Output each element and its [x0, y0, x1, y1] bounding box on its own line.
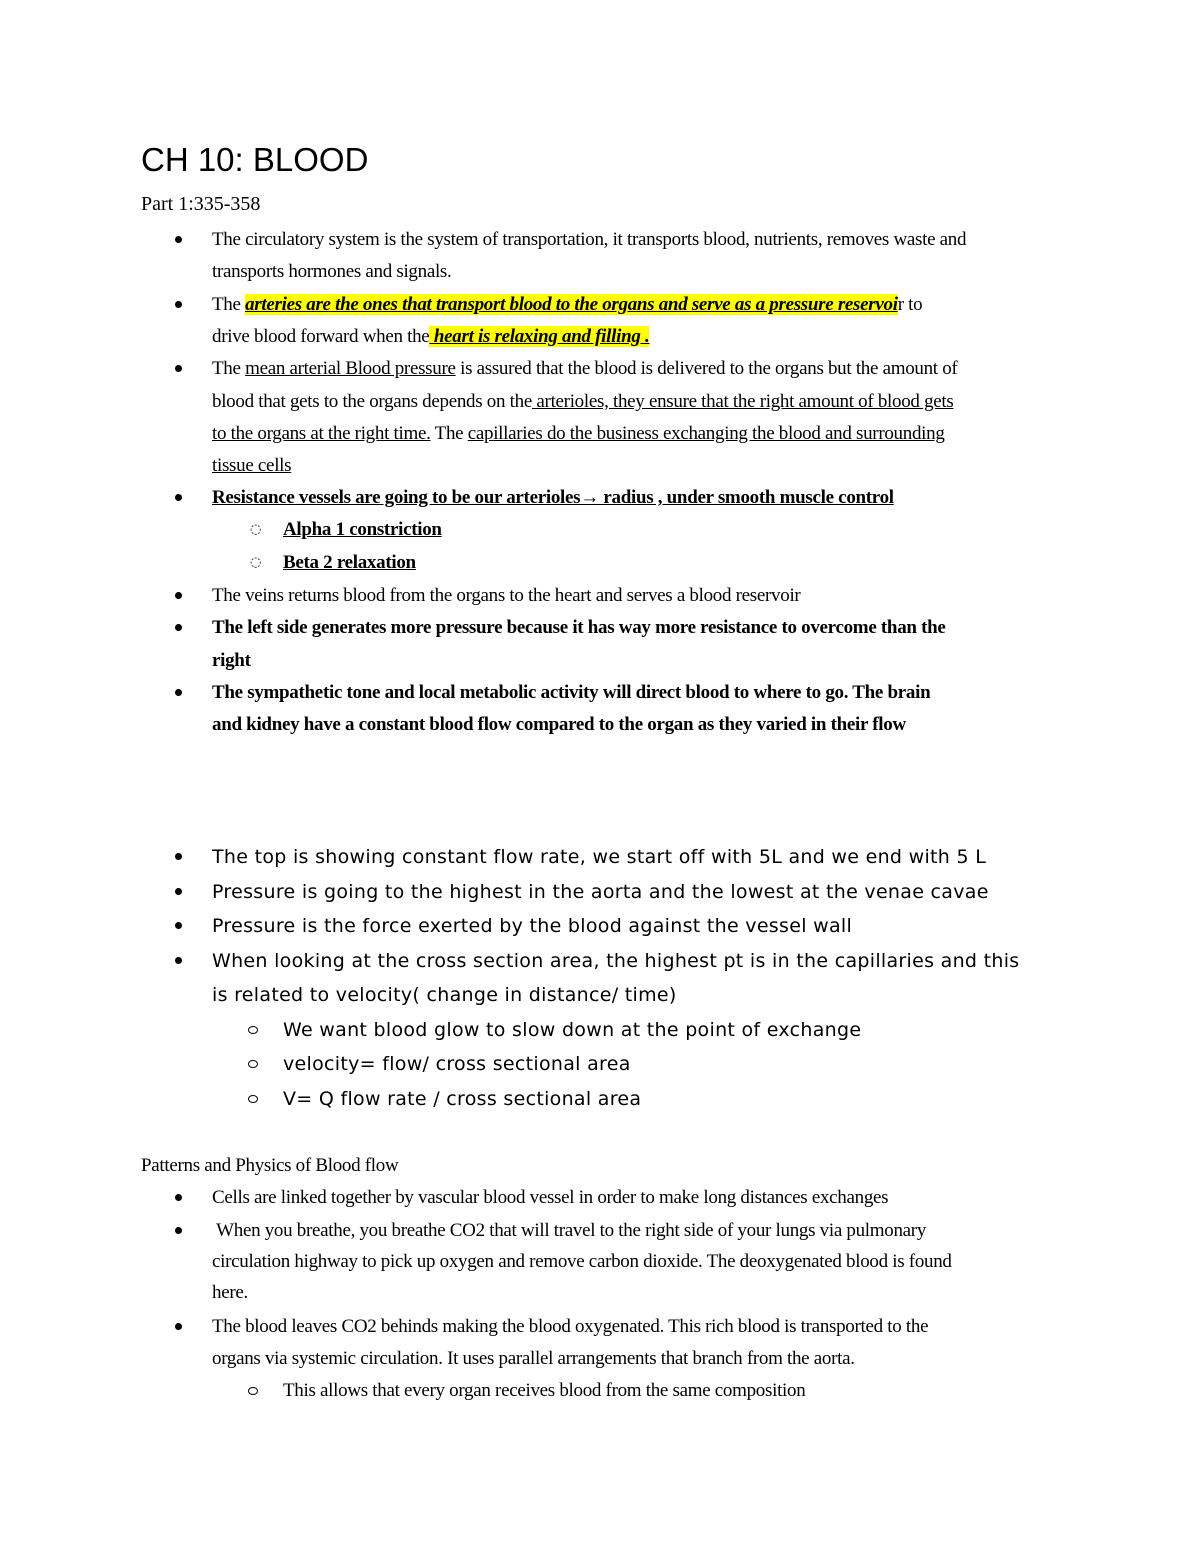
list-item-continuation: is related to velocity( change in distance/ time): [212, 984, 677, 1006]
underlined-text: tissue cells: [212, 455, 292, 476]
list-item-continuation: circulation highway to pick up oxygen and remove carbon dioxide. The deoxygenated blood is found: [212, 1251, 952, 1272]
list-item-continuation: right: [212, 650, 251, 671]
bullet-icon: [174, 1193, 184, 1203]
list-item: When looking at the cross section area, the highest pt is in the capillaries and this: [212, 950, 1020, 972]
list-item-continuation: [212, 321, 649, 353]
list-item-continuation: [212, 418, 945, 450]
sub-list-item: Beta 2 relaxation: [283, 552, 416, 573]
bullet-icon: [174, 591, 184, 601]
sub-list-item: V= Q flow rate / cross sectional area: [283, 1088, 642, 1110]
bullet-icon: [174, 921, 184, 931]
list-item: The circulatory system is the system of transportation, it transports blood, nutrients, removes waste and: [212, 229, 967, 250]
page-title: CH 10: BLOOD: [141, 141, 369, 178]
list-item-continuation: transports hormones and signals.: [212, 261, 452, 282]
highlighted-text: heart is relaxing and filling .: [429, 326, 650, 347]
underlined-text: capillaries do the business exchanging the blood and surrounding: [467, 423, 945, 444]
sub-list-item: This allows that every organ receives blood from the same composition: [283, 1380, 806, 1401]
underlined-text: to the organs at the right time.: [212, 423, 431, 444]
list-item: Pressure is the force exerted by the blood against the vessel wall: [212, 915, 853, 937]
list-item-continuation: here.: [212, 1282, 248, 1303]
sub-list-item: Alpha 1 constriction: [283, 519, 442, 540]
bullet-icon: [174, 235, 184, 245]
underlined-text: mean arterial Blood pressure: [245, 358, 456, 379]
list-item: Cells are linked together by vascular blood vessel in order to make long distances exchanges: [212, 1187, 889, 1208]
list-item: [212, 289, 922, 321]
hollow-circle-icon: [247, 1386, 259, 1398]
text-run: r to: [897, 294, 923, 315]
text-run: blood that gets to the organs depends on the: [212, 391, 532, 412]
list-item-continuation: [212, 450, 291, 482]
list-item: Resistance vessels are going to be our arterioles→ radius , under smooth muscle control: [212, 487, 894, 508]
list-item: The blood leaves CO2 behinds making the blood oxygenated. This rich blood is transported to the: [212, 1316, 929, 1337]
list-item: Pressure is going to the highest in the aorta and the lowest at the venae cavae: [212, 881, 989, 903]
dotted-circle-icon: ◌: [250, 522, 262, 537]
list-item: The left side generates more pressure because it has way more resistance to overcome than the: [212, 617, 946, 638]
bullet-icon: [174, 623, 184, 633]
text-run: The: [212, 294, 246, 315]
underlined-text: arterioles, they ensure that the right amount of blood gets: [531, 391, 954, 412]
section-heading: Patterns and Physics of Blood flow: [141, 1155, 399, 1176]
highlighted-text: arteries are the ones that transport blood to the organs and serve as a pressure reservoi: [245, 294, 898, 315]
bullet-icon: [174, 493, 184, 503]
bullet-icon: [174, 364, 184, 374]
bullet-icon: [174, 300, 184, 310]
list-item: When you breathe, you breathe CO2 that will travel to the right side of your lungs via pulmonary: [212, 1220, 927, 1241]
list-item-continuation: [212, 386, 953, 418]
hollow-circle-icon: [247, 1025, 259, 1037]
bullet-icon: [174, 1322, 184, 1332]
part-heading: Part 1:335-358: [141, 193, 261, 215]
text-run: The: [212, 358, 246, 379]
list-item: [212, 353, 957, 385]
bullet-icon: [174, 688, 184, 698]
list-item: The sympathetic tone and local metabolic activity will direct blood to where to go. The brain: [212, 682, 931, 703]
list-item-continuation: organs via systemic circulation. It uses parallel arrangements that branch from the aorta.: [212, 1348, 855, 1369]
bullet-icon: [174, 852, 184, 862]
bullet-icon: [174, 956, 184, 966]
sub-list-item: velocity= flow/ cross sectional area: [283, 1053, 631, 1075]
bullet-icon: [174, 887, 184, 897]
dotted-circle-icon: ◌: [250, 555, 262, 570]
sub-list-item: We want blood glow to slow down at the point of exchange: [283, 1019, 862, 1041]
hollow-circle-icon: [247, 1059, 259, 1071]
list-item-continuation: and kidney have a constant blood flow compared to the organ as they varied in their flow: [212, 714, 906, 735]
text-run: drive blood forward when the: [212, 326, 430, 347]
text-run: is assured that the blood is delivered to the organs but the amount of: [455, 358, 958, 379]
list-item: The top is showing constant flow rate, we start off with 5L and we end with 5 L: [212, 846, 987, 868]
hollow-circle-icon: [247, 1094, 259, 1106]
text-run: The: [430, 423, 468, 444]
list-item: The veins returns blood from the organs to the heart and serves a blood reservoir: [212, 585, 801, 606]
bullet-icon: [174, 1226, 184, 1236]
